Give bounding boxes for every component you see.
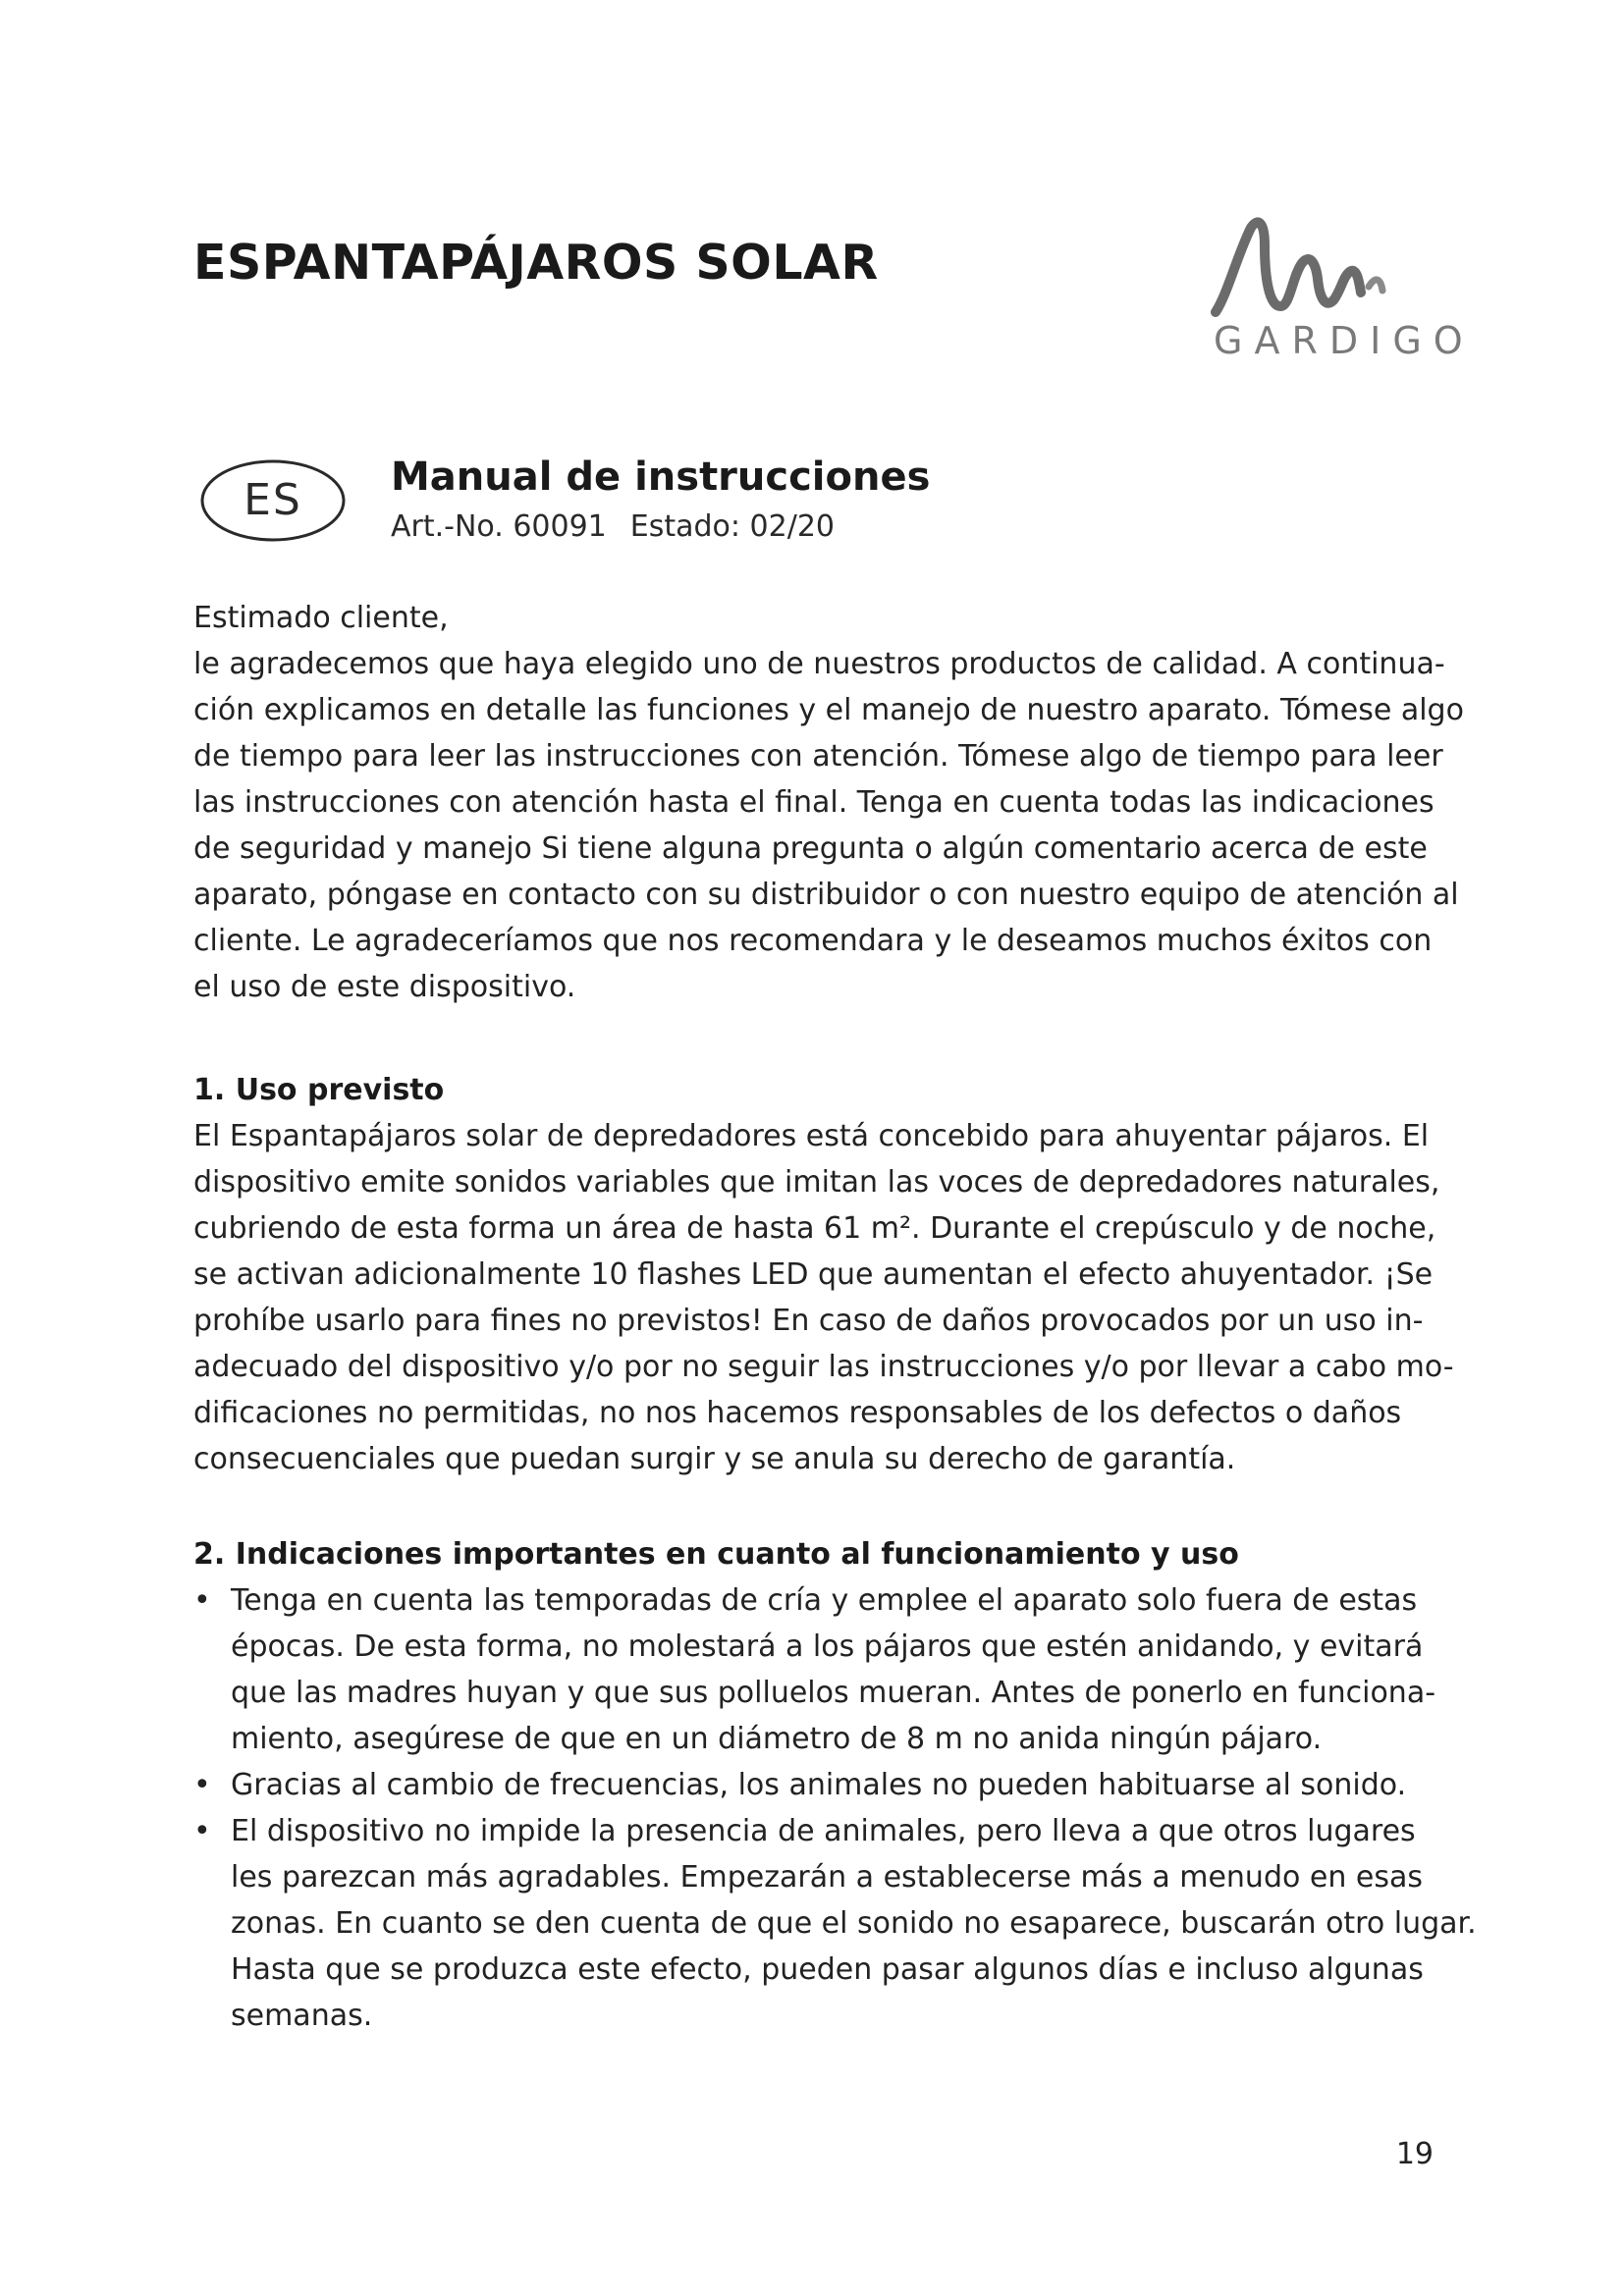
page-number: 19 (1395, 2137, 1434, 2171)
section-heading-indicaciones: 2. Indicaciones importantes en cuanto al funcionamiento y uso (193, 1537, 1239, 1572)
manual-title: Manual de instrucciones (391, 454, 931, 500)
bullet-icon: • (193, 1583, 211, 1618)
bullet-line: épocas. De esta forma, no molestará a los pájaros que estén anidando, y evitará (231, 1629, 1424, 1664)
section1-line: prohíbe usarlo para fines no previstos! En caso de daños provocados por un uso in- (193, 1304, 1424, 1338)
list-item (193, 1808, 1489, 2039)
section1-line: dispositivo emite sonidos variables que imitan las voces de depredadores naturales, (193, 1165, 1440, 1200)
document-status: Estado: 02/20 (629, 509, 835, 544)
page-title: ESPANTAPÁJAROS SOLAR (193, 235, 879, 291)
section1-line: adecuado del dispositivo y/o por no seguir las instrucciones y/o por llevar a cabo mo- (193, 1350, 1454, 1384)
bullet-line: les parezcan más agradables. Empezarán a establecerse más a menudo en esas (231, 1860, 1423, 1895)
section1-line: El Espantapájaros solar de depredadores está concebido para ahuyentar pájaros. El (193, 1119, 1430, 1153)
intro-line: las instrucciones con atención hasta el final. Tenga en cuenta todas las indicaciones (193, 785, 1435, 820)
intro-line: de seguridad y manejo Si tiene alguna pregunta o algún comentario acerca de este (193, 831, 1428, 866)
bullet-line: que las madres huyan y que sus polluelos mueran. Antes de ponerlo en funciona- (231, 1676, 1436, 1710)
section1-line: dificaciones no permitidas, no nos hacemos responsables de los defectos o daños (193, 1396, 1402, 1430)
gardigo-logo (1208, 216, 1475, 363)
intro-line: ción explicamos en detalle las funciones y el manejo de nuestro aparato. Tómese algo (193, 693, 1464, 727)
list-item (193, 1577, 1489, 1762)
intro-line: le agradecemos que haya elegido uno de nuestros productos de calidad. A continua- (193, 647, 1445, 681)
section1-paragraph (193, 1113, 1480, 1482)
bullet-line: miento, asegúrese de que en un diámetro de 8 m no anida ningún pájaro. (231, 1722, 1323, 1756)
language-code: ES (244, 475, 302, 525)
list-item (193, 1762, 1489, 1808)
bullet-line: Tenga en cuenta las temporadas de cría y emplee el aparato solo fuera de estas (231, 1583, 1418, 1618)
section1-line: se activan adicionalmente 10 flashes LED que aumentan el efecto ahuyentador. ¡Se (193, 1257, 1434, 1292)
bullet-line: zonas. En cuanto se den cuenta de que el sonido no esaparece, buscarán otro lugar. (231, 1906, 1477, 1941)
intro-line: aparato, póngase en contacto con su distribuidor o con nuestro equipo de atención al (193, 878, 1459, 912)
section1-line: consecuenciales que puedan surgir y se anula su derecho de garantía. (193, 1442, 1236, 1476)
intro-paragraph (193, 595, 1480, 1010)
language-badge (198, 456, 348, 545)
intro-line: cliente. Le agradeceríamos que nos recomendara y le deseamos muchos éxitos con (193, 924, 1433, 958)
article-number: Art.-No. 60091 (391, 509, 607, 544)
section1-line: cubriendo de esta forma un área de hasta 61 m². Durante el crepúsculo y de noche, (193, 1211, 1436, 1246)
bullet-line: Hasta que se produzca este efecto, pueden pasar algunos días e incluso algunas (231, 1952, 1424, 1987)
intro-line: de tiempo para leer las instrucciones con atención. Tómese algo de tiempo para leer (193, 739, 1443, 774)
intro-line: el uso de este dispositivo. (193, 970, 576, 1004)
bullet-icon: • (193, 1814, 211, 1848)
bullet-icon: • (193, 1768, 211, 1802)
manual-meta (391, 505, 835, 550)
bullet-line: semanas. (231, 1999, 373, 2033)
bullet-line: Gracias al cambio de frecuencias, los animales no pueden habituarse al sonido. (231, 1768, 1407, 1802)
bullet-line: El dispositivo no impide la presencia de animales, pero lleva a que otros lugares (231, 1814, 1416, 1848)
logo-wordmark: GARDIGO (1214, 319, 1475, 362)
wave-logo-icon (1208, 216, 1453, 324)
indications-list (193, 1577, 1489, 2039)
intro-greeting: Estimado cliente, (193, 601, 449, 635)
section-heading-uso-previsto: 1. Uso previsto (193, 1073, 445, 1107)
